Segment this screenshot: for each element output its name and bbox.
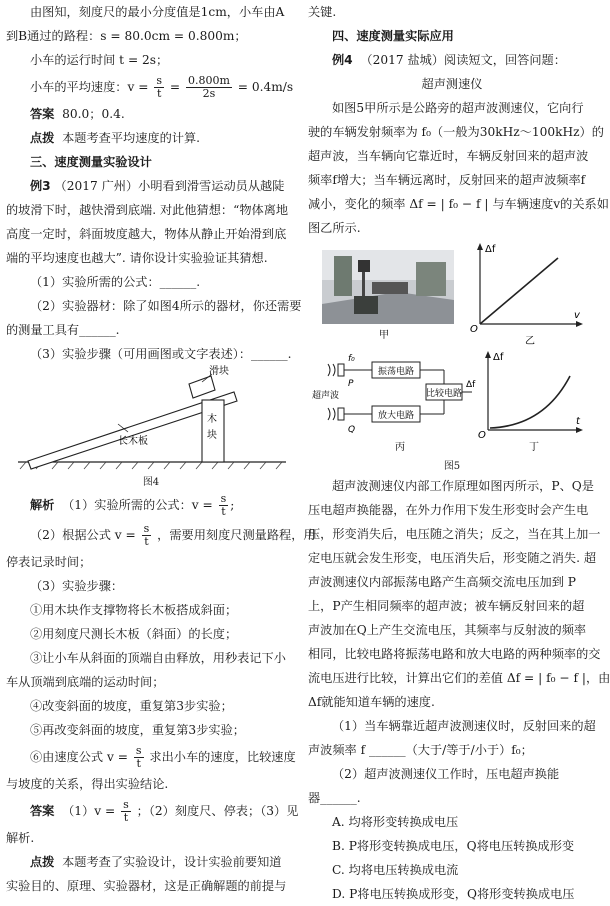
fraction-s-over-t: $\frac{s}{t}$ <box>156 74 163 100</box>
passage-2-line-2: 压电超声换能器，在外力作用下发生形变时会产生电 <box>308 503 589 517</box>
passage-1-line-2: 驶的车辆发射频率为 f₀（一般为30kHz～100kHz）的 <box>308 125 604 139</box>
block-label-2: 块 <box>207 430 217 441</box>
speed-prefix: 小车的平均速度：v = <box>30 80 149 94</box>
passage-2-line-7: 声波加在Q上产生交流电压，其频率与反射波的频率 <box>308 623 587 637</box>
passage-2-line-4: 定电压就会发生形变，电压消失后，形变随之消失. 超 <box>308 551 597 565</box>
example-3-line-2: 的坡滑下时，越快滑到底端. 对此他猜想：“物体离地 <box>6 203 289 217</box>
step-2: ②用刻度尺测长木板（斜面）的长度； <box>30 627 238 641</box>
fraction-values: $\frac{0.800m}{2s}$ <box>187 74 230 100</box>
step-6-line-2: 与坡度的关系，得出实验结论. <box>6 777 169 791</box>
steps-heading: （3）实验步骤： <box>30 579 124 593</box>
option-a: A. 均将形变转换成电压 <box>332 815 459 829</box>
left-column <box>6 0 316 898</box>
yi-x-label: v <box>574 310 580 321</box>
passage-1-line-3: 超声波，当车辆向它靠近时，车辆反射回来的超声波 <box>308 149 589 163</box>
point-2-line-1: 点拨 本题考查了实验设计，设计实验前要知道 <box>30 855 282 869</box>
right-column <box>308 0 610 906</box>
p-label: P <box>348 379 354 389</box>
question-4-2-line-2: 器______. <box>308 791 361 805</box>
analysis-line-2: （2）根据公式 v = $\frac{s}{t}$ ，需要用刻度尺测量路程，用 <box>30 522 316 548</box>
answer-2-line-2: 解析. <box>6 831 35 845</box>
section-4-heading: 四、速度测量实际应用 <box>332 29 454 43</box>
example-3-line-4: 端的平均速度也越大”. 请你设计实验验证其猜想. <box>6 251 268 265</box>
step-6-line-1: ⑥由速度公式 v = $\frac{s}{t}$ 求出小车的速度，比较速度 <box>30 744 296 770</box>
passage-2-line-10: Δf就能知道车辆的速度. <box>308 695 435 709</box>
point-line: 点拨 本题考查平均速度的计算. <box>30 131 201 145</box>
time-line: 小车的运行时间 t = 2s； <box>30 53 169 67</box>
question-4-1-line-2: 声波频率 f ______（大于/等于/小于）f₀； <box>308 743 533 757</box>
incline-diagram <box>6 366 296 476</box>
option-b: B. P将形变转换成电压，Q将电压转换成形变 <box>332 839 575 853</box>
q-label: Q <box>348 425 356 435</box>
figure-4 <box>6 366 296 476</box>
question-2-line-2: 的测量工具有______. <box>6 323 120 337</box>
analysis-line-3: 停表记录时间； <box>6 555 92 569</box>
passage-2-line-3: 压，形变消失后，电压随之消失；反之，当在其上加一 <box>308 527 601 541</box>
oscillator-label: 振荡电路 <box>377 367 415 377</box>
yi-y-label: Δf <box>485 244 496 255</box>
passage-1-line-6: 图乙所示. <box>308 221 361 235</box>
answer-2-line-1: 答案 （1）v = $\frac{s}{t}$ ；（2）刻度尺、停表；（3）见 <box>30 798 299 824</box>
passage-2-line-1: 超声波测速仪内部工作原理如图丙所示，P、Q是 <box>332 479 594 493</box>
step-3-line-1: ③让小车从斜面的顶端自由释放，用秒表记下小 <box>30 651 286 665</box>
example-3-line-1: 例3 （2017 广州）小明看到滑雪运动员从越陡 <box>30 179 285 193</box>
step-5: ⑤再改变斜面的坡度，重复第3步实验； <box>30 723 245 737</box>
step-3-line-2: 车从顶端到底端的运动时间； <box>6 675 165 689</box>
intro-line-1: 由图知，刻度尺的最小分度值是1cm，小车由A <box>30 5 285 19</box>
option-c: C. 均将电压转换成电流 <box>332 863 459 877</box>
ding-origin-label: O <box>478 430 486 441</box>
label-yi: 乙 <box>525 336 535 347</box>
question-3: （3）实验步骤（可用画图或文字表述）：______. <box>30 347 292 361</box>
question-4-2-line-1: （2）超声波测速仪工作时，压电超声换能 <box>332 767 560 781</box>
block-label-1: 木 <box>207 414 217 425</box>
figure-5-caption: 图5 <box>443 461 461 472</box>
f0-label: f₀ <box>348 354 355 364</box>
passage-1-line-1: 如图5甲所示是公路旁的超声波测速仪，它向行 <box>332 101 584 115</box>
graph-yi <box>470 243 583 335</box>
step-1: ①用木块作支撑物将长木板搭成斜面； <box>30 603 238 617</box>
label-bing: 丙 <box>395 442 405 453</box>
comparator-label: 比较电路 <box>425 389 463 399</box>
passage-2-line-6: 上，P产生相同频率的超声波；被车辆反射回来的超 <box>308 599 585 613</box>
slider-label: 滑块 <box>209 366 229 377</box>
answer-line: 答案 80.0；0.4. <box>30 107 125 121</box>
section-3-heading: 三、速度测量实验设计 <box>30 155 152 169</box>
question-2-line-1: （2）实验器材：除了如图4所示的器材，你还需要 <box>30 299 302 313</box>
point-2-line-2: 实验目的、原理、实验器材，这是正确解题的前提与 <box>6 879 287 893</box>
analysis-line-1: 解析 （1）实验所需的公式：v = $\frac{s}{t}$ ; <box>30 492 235 518</box>
circuit-bing <box>312 354 476 435</box>
yi-origin-label: O <box>470 324 478 335</box>
step-4: ④改变斜面的坡度，重复第3步实验； <box>30 699 233 713</box>
ding-x-label: t <box>576 416 580 427</box>
passage-2-line-5: 声波测速仪内部振荡电路产生高频交流电压加到 P <box>308 575 577 589</box>
option-d: D. P将电压转换成形变，Q将形变转换成电压 <box>332 887 575 901</box>
speed-formula: 小车的平均速度：v = $\frac{s}{t}$ = $\frac{0.800m}{2s}$ = 0.4m/s <box>30 74 294 100</box>
board-label: 长木板 <box>118 436 148 447</box>
figure-5 <box>308 240 596 460</box>
label-ding: 丁 <box>529 442 539 453</box>
figure-5-diagrams <box>308 240 596 460</box>
continued-text: 关键. <box>308 5 337 19</box>
figure-4-caption: 图4 <box>142 477 160 488</box>
passage-1-line-5: 减小，变化的频率 Δf = | f₀ − f | 与车辆速度v的关系如 <box>308 197 609 211</box>
ding-y-label: Δf <box>493 352 504 363</box>
question-4-1-line-1: （1）当车辆靠近超声波测速仪时，反射回来的超 <box>332 719 596 733</box>
passage-2-line-8: 相同，比较电路将振荡电路和放大电路的两种频率的交 <box>308 647 601 661</box>
ultrasonic-label: 超声波 <box>312 391 340 401</box>
graph-ding <box>478 351 583 441</box>
example-3-line-3: 高度一定时，斜面坡度越大，物体从静止开始滑到底 <box>6 227 287 241</box>
amplifier-label: 放大电路 <box>377 411 415 421</box>
photo-speed-camera <box>322 250 454 324</box>
passage-1-line-4: 频率f增大；当车辆远离时，反射回来的超声波频率f <box>308 173 586 187</box>
delta-f-output: Δf <box>466 380 476 390</box>
example-4-line: 例4 （2017 盐城）阅读短文，回答问题： <box>332 53 566 67</box>
intro-line-2: 到B通过的路程：s = 80.0cm = 0.800m； <box>6 29 247 43</box>
question-1: （1）实验所需的公式：______. <box>30 275 201 289</box>
label-jia: 甲 <box>379 330 389 341</box>
passage-title: 超声测速仪 <box>421 77 483 91</box>
passage-2-line-9: 流电压进行比较，计算出它们的差值 Δf = | f₀ − f |，由 <box>308 671 610 685</box>
speed-result: = 0.4m/s <box>237 80 294 94</box>
